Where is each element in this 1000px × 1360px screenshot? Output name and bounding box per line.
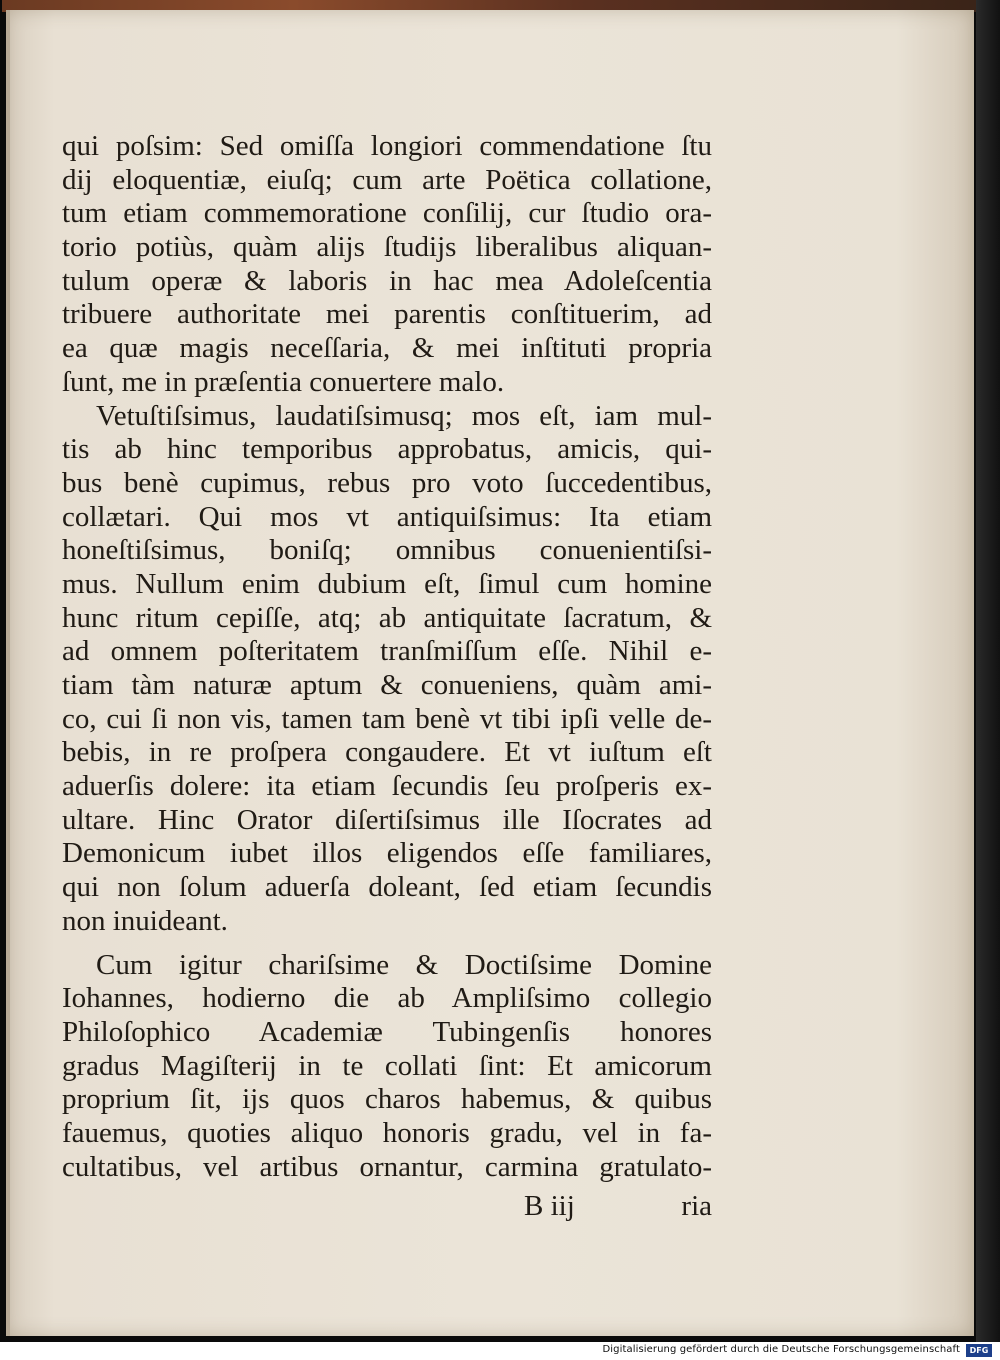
text-line: aduerſis dolere: ita etiam ſecundis ſeu proſperis ex- (62, 770, 712, 803)
text-line: qui non ſolum aduerſa doleant, ſed etiam ſecundis (62, 871, 712, 904)
book-page (6, 10, 974, 1336)
text-line: bebis, in re proſpera congaudere. Et vt iuſtum eſt (62, 736, 712, 769)
paragraph-3 (62, 949, 712, 1185)
text-line: hunc ritum cepiſſe, atq; ab antiquitate ſacratum, & (62, 601, 712, 634)
text-line: fauemus, quoties aliquo honoris gradu, vel in fa- (62, 1116, 712, 1149)
footer-credit: Digitalisierung gefördert durch die Deutsche Forschungsgemeinschaft (602, 1344, 960, 1355)
text-line: gradus Magiſterij in te collati ſint: Et amicorum (62, 1049, 712, 1082)
text-line: Philoſophico Academiæ Tubingenſis honores (62, 1015, 712, 1048)
text-line: tiam tàm naturæ aptum & conueniens, quàm ami- (62, 669, 712, 701)
text-line: tribuere authoritate mei parentis conſtituerim, ad (62, 298, 712, 331)
signature-mark: B iij (524, 1190, 575, 1222)
text-line: Vetuſtiſsimus, laudatiſsimusq; mos eſt, iam mul- (96, 399, 712, 432)
text-line: Cum igitur chariſsime & Doctiſsime Domine (96, 948, 712, 981)
text-line: ultare. Hinc Orator diſertiſsimus ille Iſocrates ad (62, 803, 712, 836)
text-line: tum etiam commemoratione conſilij, cur ſtudio ora- (62, 197, 712, 230)
text-line: honeſtiſsimus, boniſq; omnibus conuenientiſsi- (62, 534, 712, 567)
page-edge (6, 10, 10, 1336)
text-line: dij eloquentiæ, eiuſq; cum arte Poëtica collatione, (62, 163, 712, 196)
text-line: mus. Nullum enim dubium eſt, ſimul cum homine (62, 567, 712, 600)
text-line: co, cui ſi non vis, tamen tam benè vt tibi ipſi velle de- (62, 702, 712, 735)
digitization-footer (0, 1342, 1000, 1360)
text-line: ad omnem poſteritatem tranſmiſſum eſſe. Nihil e- (62, 635, 712, 668)
text-line: Iohannes, hodierno die ab Ampliſsimo collegio (62, 982, 712, 1015)
text-line: collætari. Qui mos vt antiquiſsimus: Ita etiam (62, 500, 712, 533)
text-line: non inuideant. (62, 904, 228, 937)
text-line: tulum operæ & laboris in hac mea Adoleſcentia (62, 264, 712, 297)
scan-right-edge (976, 0, 1000, 1342)
paragraph-2 (62, 400, 712, 939)
text-line: proprium ſit, ijs quos charos habemus, & quibus (62, 1083, 712, 1116)
page-footer-marks (62, 1190, 712, 1224)
text-line: ſunt, me in præſentia conuertere malo. (62, 365, 505, 398)
text-line: ea quæ magis neceſſaria, & mei inſtituti propria (62, 332, 712, 365)
text-line: qui poſsim: Sed omiſſa longiori commendatione ſtu (62, 130, 712, 162)
catchword: ria (681, 1190, 712, 1222)
text-line: cultatibus, vel artibus ornantur, carmina gratulato- (62, 1150, 712, 1183)
dfg-logo: DFG (966, 1344, 992, 1357)
paragraph-1 (62, 130, 712, 400)
body-text (62, 130, 712, 1184)
text-line: torio potiùs, quàm alijs ſtudijs liberalibus aliquan- (62, 231, 712, 264)
text-line: Demonicum iubet illos eligendos eſſe familiares, (62, 837, 712, 870)
text-line: tis ab hinc temporibus approbatus, amicis, qui- (62, 433, 712, 466)
text-line: bus benè cupimus, rebus pro voto ſuccedentibus, (62, 466, 712, 499)
paragraph-gap (62, 939, 712, 949)
